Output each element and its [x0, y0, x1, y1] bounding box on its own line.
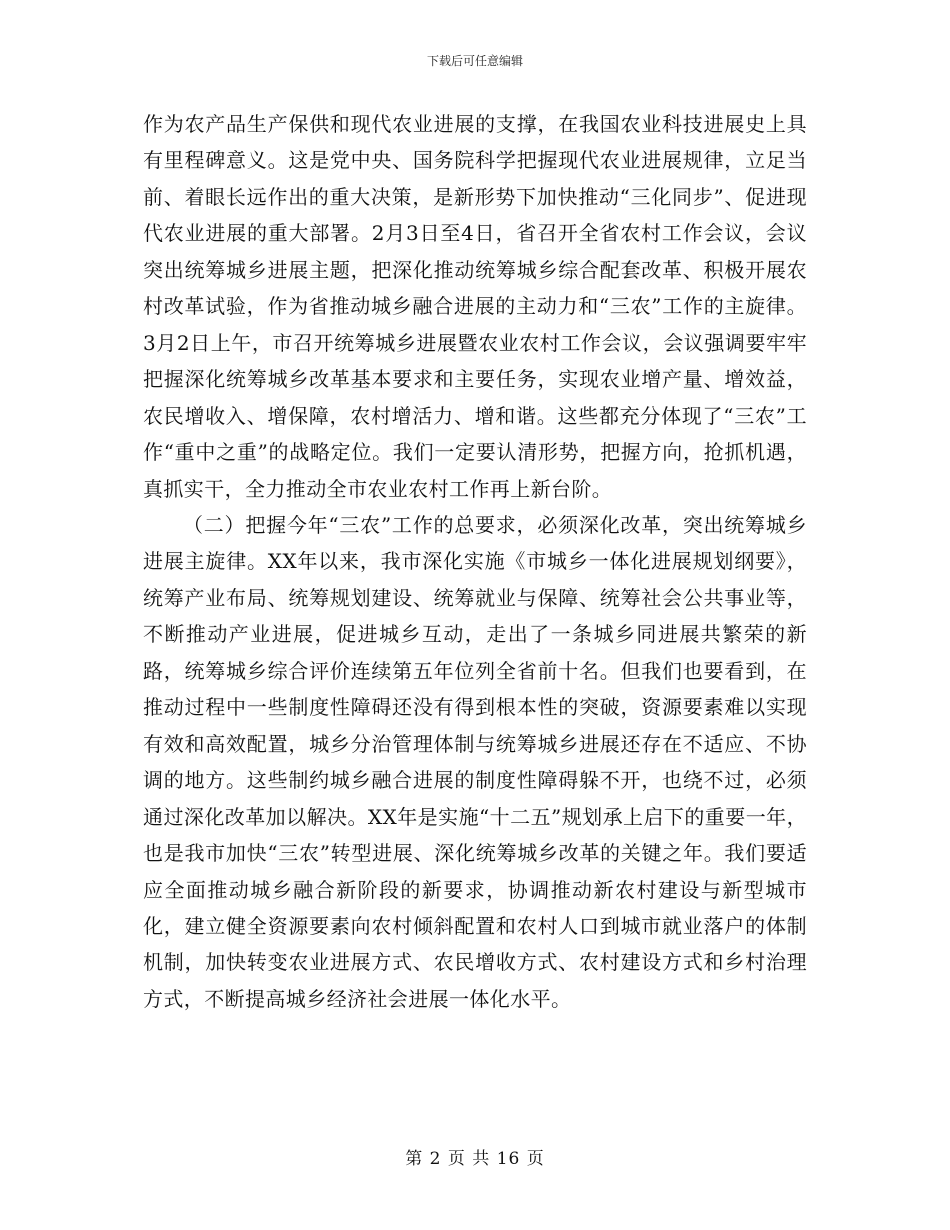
paragraph-section-two: （二）把握今年“三农”工作的总要求，必须深化改革，突出统筹城乡进展主旋律。XX年以来，我市深化实施《市城乡一体化进展规划纲要》，统筹产业布局、统筹规划建设、统筹就业与保障、统筹社会公共事业等，不断推动产业进展，促进城乡互动，走出了一条城乡同进展共繁荣的新路，统筹城乡综合评价连续第五年位列全省前十名。但我们也要看到，在推动过程中一些制度性障碍还没有得到根本性的突破，资源要素难以实现有效和高效配置，城乡分治管理体制与统筹城乡进展还存在不适应、不协调的地方。这些制约城乡融合进展的制度性障碍躲不开，也绕不过，必须通过深化改革加以解决。XX年是实施“十二五”规划承上启下的重要一年，也是我市加快“三农”转型进展、深化统筹城乡改革的关键之年。我们要适应全面推动城乡融合新阶段的新要求，协调推动新农村建设与新型城市化，建立健全资源要素向农村倾斜配置和农村人口到城市就业落户的体制机制，加快转变农业进展方式、农民增收方式、农村建设方式和乡村治理方式，不断提高城乡经济社会进展一体化水平。 — [143, 512, 807, 1011]
document-body — [143, 106, 807, 1017]
paragraph-continuation: 作为农产品生产保供和现代农业进展的支撑，在我国农业科技进展史上具有里程碑意义。这是党中央、国务院科学把握现代农业进展规律，立足当前、着眼长远作出的重大决策，是新形势下加快推动“三化同步”、促进现代农业进展的重大部署。2月3日至4日，省召开全省农村工作会议，会议突出统筹城乡进展主题，把深化推动统筹城乡综合配套改革、积极开展农村改革试验，作为省推动城乡融合进展的主动力和“三农”工作的主旋律。3月2日上午，市召开统筹城乡进展暨农业农村工作会议，会议强调要牢牢把握深化统筹城乡改革基本要求和主要任务，实现农业增产量、增效益，农民增收入、增保障，农村增活力、增和谐。这些都充分体现了“三农”工作“重中之重”的战略定位。我们一定要认清形势，把握方向，抢抓机遇，真抓实干，全力推动全市农业农村工作再上新台阶。 — [143, 112, 807, 501]
page-number-footer: 第 2 页 共 16 页 — [405, 1149, 545, 1169]
page-header: 下载后可任意编辑 — [426, 54, 523, 68]
